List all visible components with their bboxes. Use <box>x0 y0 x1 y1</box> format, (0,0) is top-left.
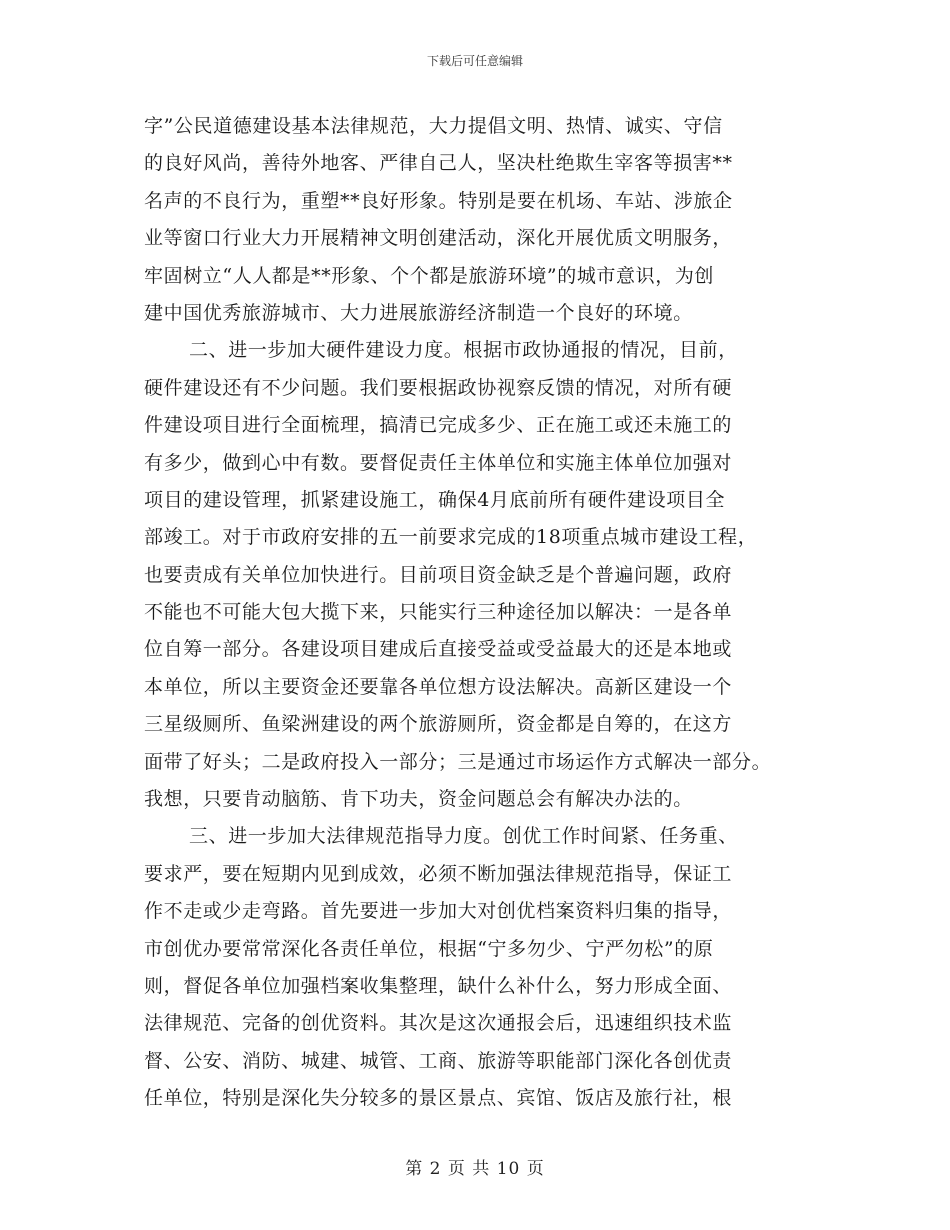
text-line: 位自筹一部分。各建设项目建成后直接受益或受益最大的还是本地或 <box>144 638 733 661</box>
text-line: 名声的不良行为，重塑**良好形象。特别是要在机场、车站、涉旅企 <box>144 189 733 212</box>
text-line: 有多少，做到心中有数。要督促责任主体单位和实施主体单位加强对 <box>144 451 733 474</box>
text-line: 面带了好头；二是政府投入一部分；三是通过市场运作方式解决一部分。 <box>144 750 772 773</box>
text-line: 三星级厕所、鱼梁洲建设的两个旅游厕所，资金都是自筹的，在这方 <box>144 713 733 736</box>
text-line: 项目的建设管理，抓紧建设施工，确保4月底前所有硬件建设项目全 <box>144 488 726 511</box>
text-line: 任单位，特别是深化失分较多的景区景点、宾馆、饭店及旅行社，根 <box>144 1087 733 1110</box>
page-header: 下载后可任意编辑 <box>426 54 523 68</box>
text-line: 硬件建设还有不少问题。我们要根据政协视察反馈的情况，对所有硬 <box>144 376 733 399</box>
text-line: 作不走或少走弯路。首先要进一步加大对创优档案资料归集的指导， <box>144 900 733 923</box>
text-line: 本单位，所以主要资金还要靠各单位想方设法解决。高新区建设一个 <box>144 675 733 698</box>
body-text <box>144 108 810 1118</box>
text-line: 市创优办要常常深化各责任单位，根据“宁多勿少、宁严勿松”的原 <box>144 937 714 960</box>
text-line: 字”公民道德建设基本法律规范，大力提倡文明、热情、诚实、守信 <box>144 115 723 137</box>
page-footer: 第 2 页 共 10 页 <box>405 1159 545 1179</box>
text-line: 也要责成有关单位加快进行。目前项目资金缺乏是个普遍问题，政府 <box>144 563 733 586</box>
text-line: 业等窗口行业大力开展精神文明创建活动，深化开展优质文明服务， <box>144 227 733 250</box>
text-line: 督、公安、消防、城建、城管、工商、旅游等职能部门深化各创优责 <box>144 1049 733 1072</box>
text-line: 的良好风尚，善待外地客、严律自己人，坚决杜绝欺生宰客等损害** <box>144 152 733 175</box>
text-line: 则，督促各单位加强档案收集整理，缺什么补什么，努力形成全面、 <box>144 974 733 997</box>
text-line: 建中国优秀旅游城市、大力进展旅游经济制造一个良好的环境。 <box>144 301 693 324</box>
text-line: 要求严，要在短期内见到成效，必须不断加强法律规范指导，保证工 <box>144 862 733 885</box>
paragraph-start-line: 二、进一步加大硬件建设力度。根据市政协通报的情况，目前， <box>189 339 738 362</box>
text-line: 我想，只要肯动脑筋、肯下功夫，资金问题总会有解决办法的。 <box>144 788 693 811</box>
text-line: 部竣工。对于市政府安排的五一前要求完成的18项重点城市建设工程， <box>144 526 758 549</box>
text-line: 不能也不可能大包大揽下来，只能实行三种途径加以解决：一是各单 <box>144 601 733 624</box>
text-line: 件建设项目进行全面梳理，搞清已完成多少、正在施工或还未施工的 <box>144 414 733 437</box>
paragraph-start-line: 三、进一步加大法律规范指导力度。创优工作时间紧、任务重、 <box>189 825 738 848</box>
text-line: 法律规范、完备的创优资料。其次是这次通报会后，迅速组织技术监 <box>144 1012 733 1035</box>
text-line: 牢固树立“人人都是**形象、个个都是旅游环境”的城市意识，为创 <box>144 264 715 287</box>
